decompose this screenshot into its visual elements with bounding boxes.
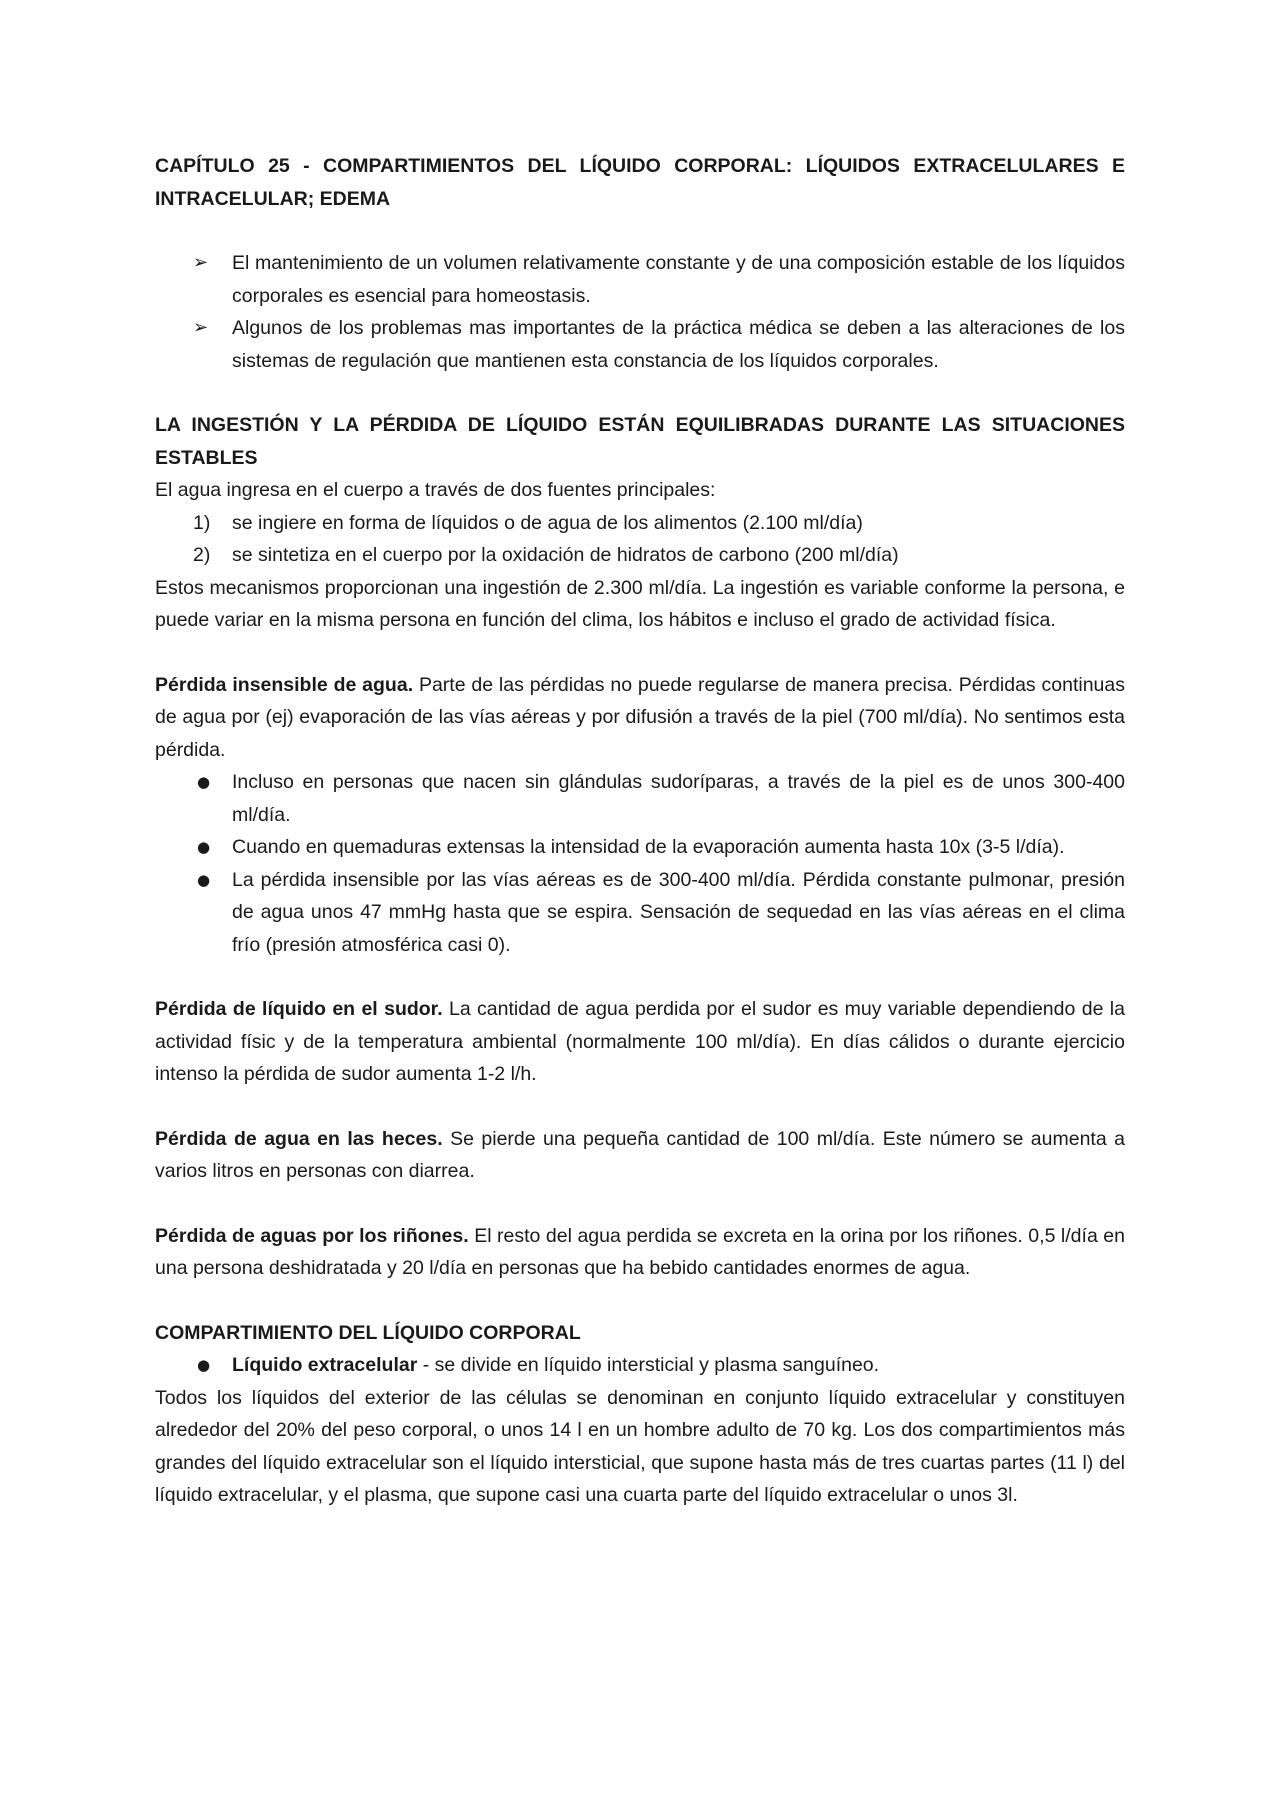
- compartment-paragraph: Todos los líquidos del exterior de las células se denominan en conjunto líquido extracelular y constituyen alrededor del 20% del peso corporal, o unos 14 l en un hombre adulto de 70 kg. Los dos compartimientos más grandes del líquido extracelular son el líquido intersticial, que supone hasta más de tres cuartas partes (11 l) del líquido extracelular, y el plasma, que supone casi una cuarta parte del líquido extracelular o unos 3l.: [155, 1386, 1125, 1506]
- list-item: [155, 831, 1125, 864]
- arrow-bullet-icon: ➢: [193, 317, 209, 338]
- section-heading-intake: LA INGESTIÓN Y LA PÉRDIDA DE LÍQUIDO ESTÁN EQUILIBRADAS DURANTE LAS SITUACIONES ESTABLES: [155, 414, 1125, 469]
- list-number: 2): [193, 544, 211, 566]
- kidneys-text: El resto del agua perdida se excreta en la orina por los riñones. 0,5 l/día en una persona deshidratada y 20 l/día en personas que ha bebido cantidades enormes de agua.: [155, 1224, 1125, 1279]
- intake-intro: El agua ingresa en el cuerpo a través de dos fuentes principales:: [155, 479, 716, 501]
- kidneys-title: Pérdida de aguas por los riñones.: [155, 1224, 469, 1247]
- sweat-text: La cantidad de agua perdida por el sudor es muy variable dependiendo de la actividad físic y de la temperatura ambiental (normalmente 100 ml/día). En días cálidos o durante ejercicio intenso la pérdida de sudor aumenta 1-2 l/h.: [155, 998, 1125, 1085]
- intake-summary: Estos mecanismos proporcionan una ingestión de 2.300 ml/día. La ingestión es variable conforme la persona, e puede variar en la misma persona en función del clima, los hábitos e incluso el grado de actividad física.: [155, 576, 1125, 631]
- feces-text: Se pierde una pequeña cantidad de 100 ml/día. Este número se aumenta a varios litros en personas con diarrea.: [155, 1127, 1125, 1182]
- bullet-text: Algunos de los problemas mas importantes de la práctica médica se deben a las alteraciones de los sistemas de regulación que mantienen esta constancia de los líquidos corporales.: [232, 317, 1125, 372]
- dot-bullet-icon: ●: [197, 870, 211, 889]
- list-text: se sintetiza en el cuerpo por la oxidación de hidratos de carbono (200 ml/día): [232, 544, 899, 566]
- sweat-title: Pérdida de líquido en el sudor.: [155, 998, 443, 1020]
- dot-bullet-icon: ●: [197, 838, 211, 856]
- bullet-text: Incluso en personas que nacen sin glándulas sudoríparas, a través de la piel es de unos 300-400 ml/día.: [232, 771, 1125, 826]
- bullet-title: Líquido extracelular: [232, 1354, 418, 1376]
- list-text: se ingiere en forma de líquidos o de agua de los alimentos (2.100 ml/día): [232, 511, 863, 534]
- list-item: [155, 247, 1125, 312]
- feces-title: Pérdida de agua en las heces.: [155, 1127, 443, 1150]
- list-item: [155, 312, 1125, 377]
- compartment-bullet-list: [155, 1349, 1125, 1382]
- dot-bullet-icon: ●: [197, 1356, 211, 1374]
- insensible-text: Parte de las pérdidas no puede regularse de manera precisa. Pérdidas continuas de agua por (ej) evaporación de las vías aéreas y por difusión a través de la piel (700 ml/día). No sentimos esta pérdida.: [155, 673, 1125, 761]
- sweat-paragraph: [155, 993, 1125, 1091]
- feces-paragraph: [155, 1123, 1125, 1188]
- insensible-paragraph: [155, 669, 1125, 767]
- bullet-text: La pérdida insensible por las vías aéreas es de 300-400 ml/día. Pérdida constante pulmonar, presión de agua unos 47 mmHg hasta que se espira. Sensación de sequedad en las vías aéreas en el clima frío (presión atmosférica casi 0).: [232, 868, 1125, 956]
- intro-bullet-list: [155, 247, 1125, 377]
- chapter-title: CAPÍTULO 25 - COMPARTIMIENTOS DEL LÍQUIDO CORPORAL: LÍQUIDOS EXTRACELULARES E INTRACELULAR; EDEMA: [155, 155, 1125, 210]
- list-item: [155, 766, 1125, 831]
- list-item: [155, 539, 1125, 572]
- list-item: [155, 864, 1125, 962]
- sources-list: [155, 507, 1125, 572]
- bullet-text: El mantenimiento de un volumen relativamente constante y de una composición estable de los líquidos corporales es esencial para homeostasis.: [232, 252, 1125, 307]
- kidneys-paragraph: [155, 1220, 1125, 1285]
- bullet-text: - se divide en líquido intersticial y plasma sanguíneo.: [417, 1354, 880, 1376]
- list-item: [155, 507, 1125, 540]
- insensible-title: Pérdida insensible de agua.: [155, 673, 414, 696]
- insensible-bullet-list: [155, 766, 1125, 961]
- dot-bullet-icon: ●: [197, 773, 211, 791]
- arrow-bullet-icon: ➢: [193, 252, 209, 273]
- list-number: 1): [193, 511, 211, 534]
- section-heading-compartment: COMPARTIMIENTO DEL LÍQUIDO CORPORAL: [155, 1321, 581, 1344]
- bullet-text: Cuando en quemaduras extensas la intensidad de la evaporación aumenta hasta 10x (3-5 l/día).: [232, 836, 1065, 858]
- document-page: [155, 150, 1125, 1512]
- list-item: [155, 1349, 1125, 1382]
